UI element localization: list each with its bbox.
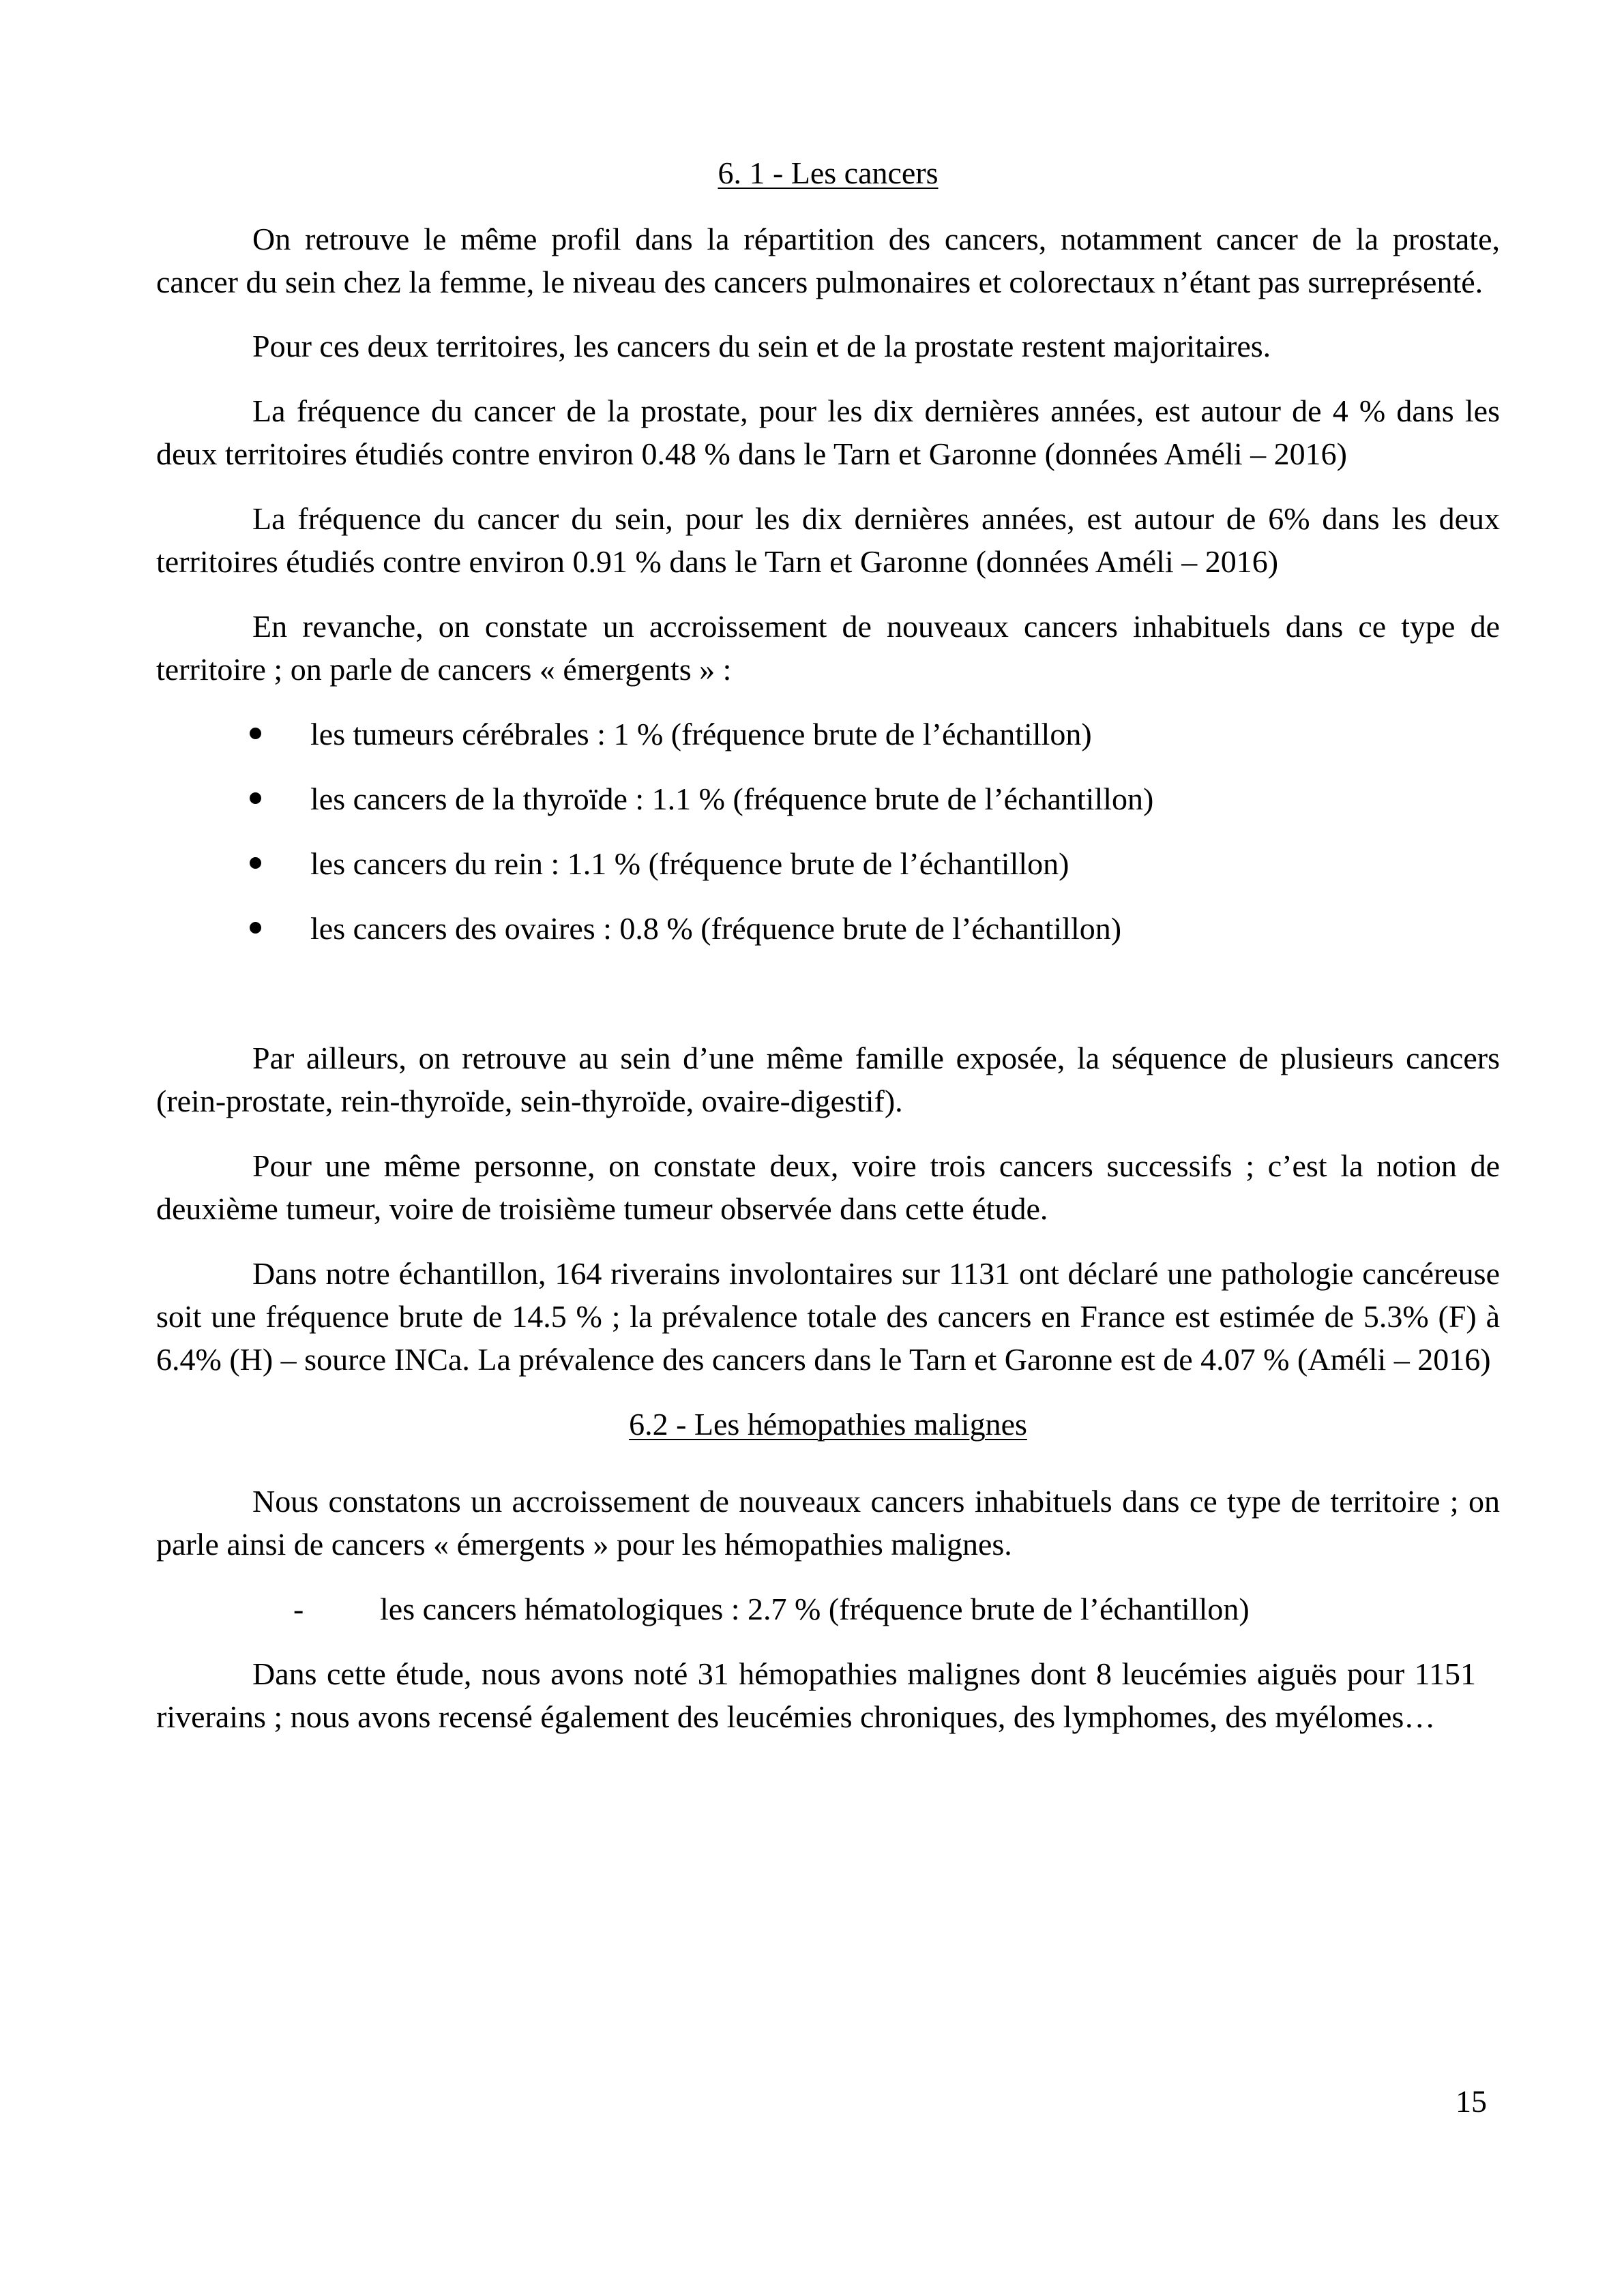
list-item bbox=[156, 842, 1500, 885]
bullet-icon bbox=[250, 857, 261, 869]
bullet-icon bbox=[250, 792, 261, 804]
list-item bbox=[156, 1587, 1500, 1630]
list-item bbox=[156, 777, 1500, 820]
list-item bbox=[156, 907, 1500, 950]
paragraph: La fréquence du cancer de la prostate, pour les dix dernières années, est autour de 4 % dans les deux territoires étudiés contre environ 0.48 % dans le Tarn et Garonne (données Améli – 2016) bbox=[156, 393, 1500, 471]
dash-marker: - bbox=[293, 1592, 304, 1626]
emerging-cancers-list bbox=[156, 713, 1500, 950]
paragraph: Dans notre échantillon, 164 riverains involontaires sur 1131 ont déclaré une pathologie cancéreuse soit une fréquence brute de 14.5 % ; la prévalence totale des cancers en France est estimée de 5.3% (F) à 6.4% (H) – source INCa. La prévalence des cancers dans le Tarn et Garonne est de 4.07 % (Améli – 2016) bbox=[156, 1256, 1500, 1377]
list-item bbox=[156, 713, 1500, 756]
paragraph: Pour une même personne, on constate deux, voire trois cancers successifs ; c’est la notion de deuxième tumeur, voire de troisième tumeur observée dans cette étude. bbox=[156, 1148, 1500, 1226]
section-heading-text: 6. 1 - Les cancers bbox=[718, 155, 939, 190]
paragraph: La fréquence du cancer du sein, pour les dix dernières années, est autour de 6% dans les deux territoires étudiés contre environ 0.91 % dans le Tarn et Garonne (données Améli – 2016) bbox=[156, 501, 1500, 579]
paragraph: Pour ces deux territoires, les cancers du sein et de la prostate restent majoritaires. bbox=[252, 329, 1271, 363]
paragraph: On retrouve le même profil dans la répartition des cancers, notamment cancer de la prostate, cancer du sein chez la femme, le niveau des cancers pulmonaires et colorectaux n’étant pas surreprésenté. bbox=[156, 222, 1500, 299]
section-heading-text: 6.2 - Les hémopathies malignes bbox=[629, 1407, 1027, 1442]
paragraph: En revanche, on constate un accroissement de nouveaux cancers inhabituels dans ce type de territoire ; on parle de cancers « émergents » : bbox=[156, 609, 1500, 687]
section-heading-cancers bbox=[156, 151, 1500, 194]
page-content bbox=[156, 151, 1500, 1738]
list-item-text: les cancers hématologiques : 2.7 % (fréquence brute de l’échantillon) bbox=[380, 1592, 1250, 1626]
paragraph: Par ailleurs, on retrouve au sein d’une même famille exposée, la séquence de plusieurs cancers (rein-prostate, rein-thyroïde, sein-thyroïde, ovaire-digestif). bbox=[156, 1041, 1500, 1118]
paragraph: Nous constatons un accroissement de nouveaux cancers inhabituels dans ce type de territoire ; on parle ainsi de cancers « émergents » pour les hémopathies malignes. bbox=[156, 1484, 1500, 1562]
section-heading-hemopathies bbox=[156, 1403, 1500, 1446]
list-item-text: les tumeurs cérébrales : 1 % (fréquence brute de l’échantillon) bbox=[310, 717, 1092, 751]
page-number: 15 bbox=[1456, 2084, 1487, 2119]
list-item-text: les cancers de la thyroïde : 1.1 % (fréquence brute de l’échantillon) bbox=[310, 781, 1154, 816]
paragraph: Dans cette étude, nous avons noté 31 hémopathies malignes dont 8 leucémies aiguës pour 1151 riverains ; nous avons recensé également des leucémies chroniques, des lymphomes, des myélomes… bbox=[156, 1656, 1476, 1734]
bullet-icon bbox=[250, 728, 261, 739]
bullet-icon bbox=[250, 922, 261, 934]
list-item-text: les cancers des ovaires : 0.8 % (fréquence brute de l’échantillon) bbox=[310, 911, 1122, 946]
list-item-text: les cancers du rein : 1.1 % (fréquence brute de l’échantillon) bbox=[310, 846, 1069, 881]
